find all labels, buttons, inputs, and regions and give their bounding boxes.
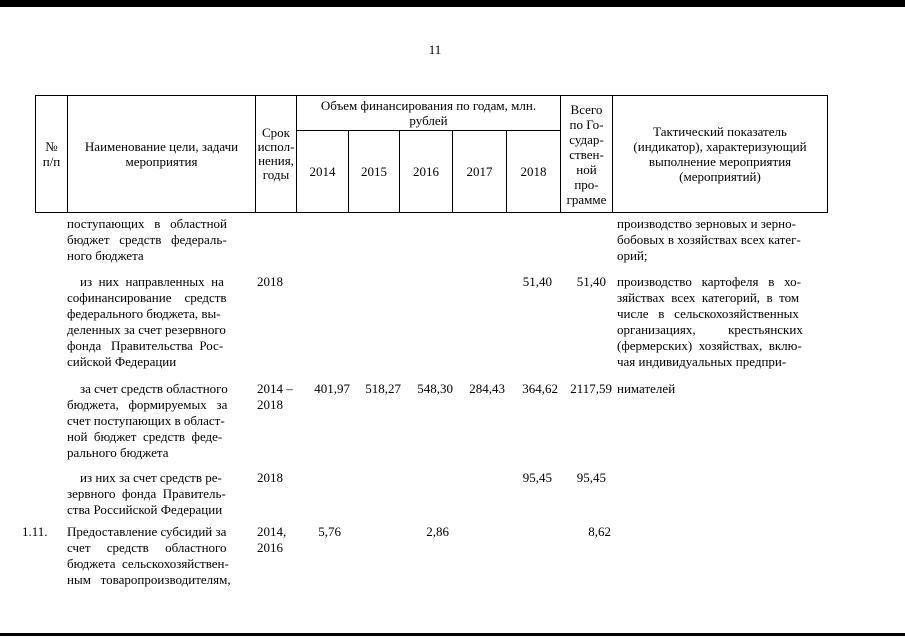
row-name: из них направленных на софинансирование средств федерального бюджета, вы- деленных за счет резервного фонда Правительства Рос- сийской Федерации <box>67 274 227 369</box>
header-year-2014: 2014 <box>297 131 349 213</box>
row-indicator: производство картофеля в хо- зяйствах всех категорий, в том числе в сельскохозяйственных организациях, крестьянских (фермерских) хозяйствах, вклю- чая индивидуальных предпри- <box>617 274 803 369</box>
row-term: 2014, 2016 <box>257 524 287 555</box>
header-num: № п/п <box>36 96 68 213</box>
bottom-border-line <box>0 633 905 636</box>
row-term: 2018 <box>257 470 283 485</box>
value-2014: 5,76 <box>318 524 341 539</box>
header-year-2016: 2016 <box>400 131 453 213</box>
header-year-2018: 2018 <box>507 131 561 213</box>
value-2018: 51,40 <box>522 274 552 289</box>
row-term: 2014 – 2018 <box>257 381 293 412</box>
row-number: 1.11. <box>22 524 48 539</box>
value-total: 2117,59 <box>570 381 612 396</box>
row-name: Предоставление субсидий за счет средств областного бюджета сельскохозяйствен- ным товаропроизводителям, <box>67 524 231 587</box>
header-indicator: Тактический показатель (индикатор), характеризующий выполнение мероприятия (мероприятий) <box>613 96 828 213</box>
value-2018: 364,62 <box>522 381 558 396</box>
header-total: Всего по Го- судар- ствен- ной про- грамме <box>561 96 613 213</box>
value-2015: 518,27 <box>365 381 401 396</box>
row-indicator: нимателей <box>617 381 676 396</box>
header-year-2015: 2015 <box>349 131 400 213</box>
header-volume: Объем финансирования по годам, млн. рублей <box>297 96 561 131</box>
value-2016: 2,86 <box>426 524 449 539</box>
value-2018: 95,45 <box>522 470 552 485</box>
value-total: 95,45 <box>576 470 606 485</box>
value-2014: 401,97 <box>314 381 350 396</box>
header-name: Наименование цели, задачи мероприятия <box>68 96 256 213</box>
value-total: 51,40 <box>576 274 606 289</box>
row-indicator: производство зерновых и зерно- бобовых в хозяйствах всех катег- орий; <box>617 216 801 263</box>
header-term: Срок испол- нения, годы <box>256 96 297 213</box>
row-name: поступающих в областной бюджет средств федераль- ного бюджета <box>67 216 228 263</box>
row-name: из них за счет средств ре- зервного фонда Правитель- ства Российской Федерации <box>67 470 226 517</box>
value-total: 8,62 <box>588 524 611 539</box>
header-year-2017: 2017 <box>453 131 507 213</box>
value-2016: 548,30 <box>417 381 453 396</box>
row-name: за счет средств областного бюджета, формируемых за счет поступающих в област- ной бюджет средств феде- рального бюджета <box>67 381 228 460</box>
page-number: 11 <box>428 42 442 57</box>
row-term: 2018 <box>257 274 283 289</box>
value-2017: 284,43 <box>469 381 505 396</box>
